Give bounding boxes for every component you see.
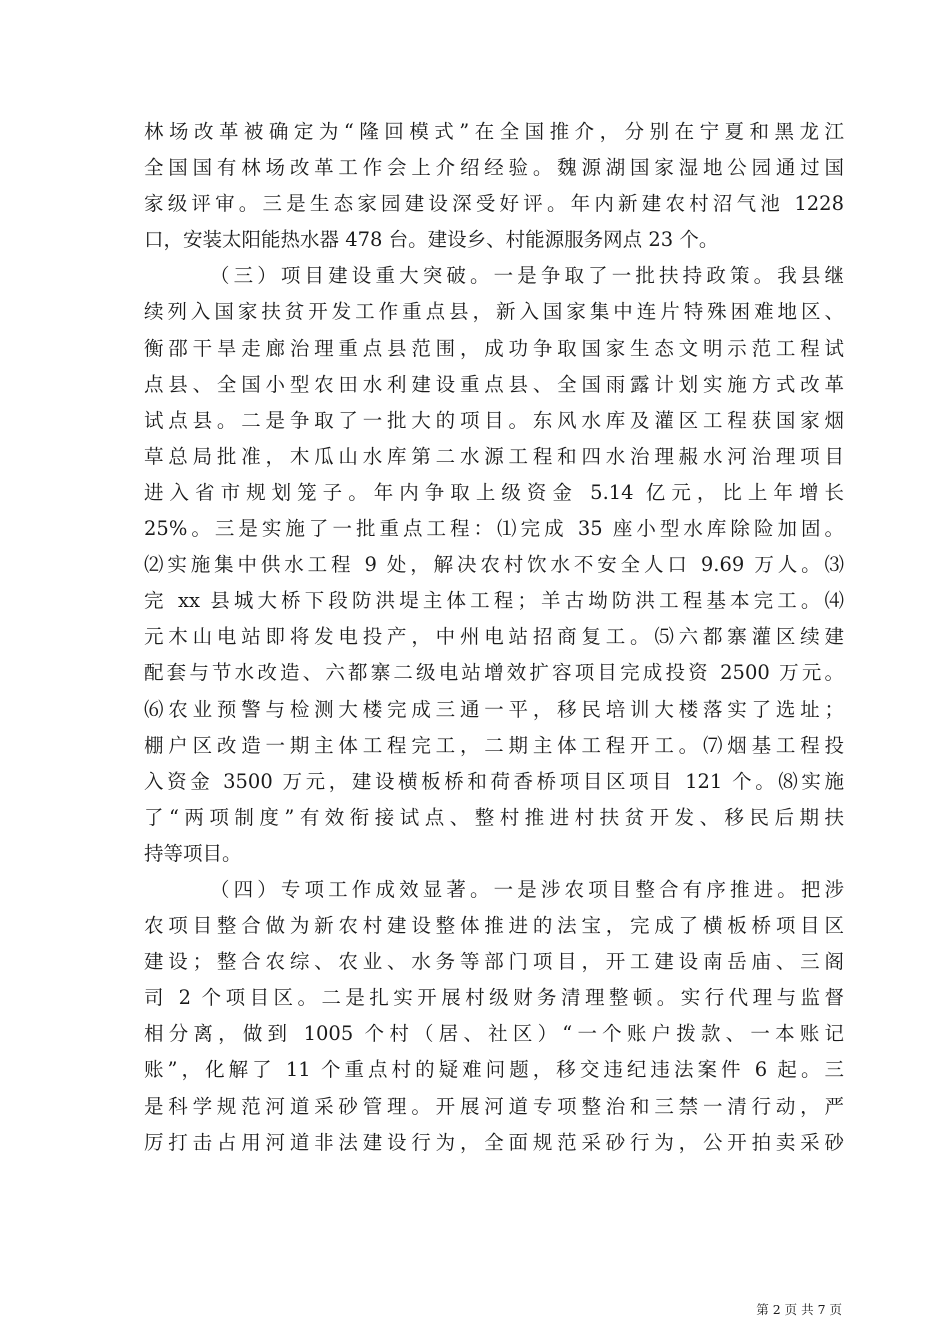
text-line: （三）项目建设重大突破。一是争取了一批扶持政策。我县继: [210, 264, 844, 288]
text-line: 棚户区改造一期主体工程完工，二期主体工程开工。⑺烟基工程投: [144, 733, 844, 757]
text-line: 进入省市规划笼子。年内争取上级资金 5.14 亿元，比上年增长: [144, 480, 844, 504]
page-footer: 第 2 页 共 7 页: [756, 1302, 842, 1317]
text-line: 口，安装太阳能热水器 478 台。建设乡、村能源服务网点 23 个。: [144, 228, 719, 252]
text-line: 入资金 3500 万元，建设横板桥和荷香桥项目区项目 121 个。⑻实施: [144, 769, 844, 793]
text-line: （四）专项工作成效显著。一是涉农项目整合有序推进。把涉: [210, 877, 844, 901]
text-line: 建设；整合农综、农业、水务等部门项目，开工建设南岳庙、三阁: [144, 950, 844, 974]
text-line: 续列入国家扶贫开发工作重点县，新入国家集中连片特殊困难地区、: [144, 300, 844, 324]
text-line: 账”，化解了 11 个重点村的疑难问题，移交违纪违法案件 6 起。三: [144, 1058, 844, 1082]
text-line: 25%。三是实施了一批重点工程：⑴完成 35 座小型水库除险加固。: [144, 517, 844, 541]
text-line: 衡邵干旱走廊治理重点县范围，成功争取国家生态文明示范工程试: [144, 336, 844, 360]
text-line: ⑵实施集中供水工程 9 处，解决农村饮水不安全人口 9.69 万人。⑶: [144, 553, 844, 577]
text-line: ⑹农业预警与检测大楼完成三通一平，移民培训大楼落实了选址；: [144, 697, 844, 721]
body-text: [144, 114, 844, 1161]
text-line: 配套与节水改造、六都寨二级电站增效扩容项目完成投资 2500 万元。: [144, 661, 844, 685]
text-line: 家级评审。三是生态家园建设深受好评。年内新建农村沼气池 1228: [144, 192, 844, 216]
text-line: 是科学规范河道采砂管理。开展河道专项整治和三禁一清行动，严: [144, 1094, 844, 1118]
text-line: 林场改革被确定为“隆回模式”在全国推介，分别在宁夏和黑龙江: [144, 120, 844, 143]
text-line: 持等项目。: [144, 841, 242, 865]
text-line: 司 2 个项目区。二是扎实开展村级财务清理整顿。实行代理与监督: [144, 986, 844, 1010]
text-line: 点县、全国小型农田水利建设重点县、全国雨露计划实施方式改革: [144, 372, 844, 396]
text-line: 完 xx 县城大桥下段防洪堤主体工程；羊古坳防洪工程基本完工。⑷: [144, 589, 844, 613]
text-line: 全国国有林场改革工作会上介绍经验。魏源湖国家湿地公园通过国: [144, 156, 844, 180]
text-line: 农项目整合做为新农村建设整体推进的法宝，完成了横板桥项目区: [144, 914, 844, 938]
text-line: 元木山电站即将发电投产，中州电站招商复工。⑸六都寨灌区续建: [144, 625, 844, 649]
text-line: 厉打击占用河道非法建设行为，全面规范采砂行为，公开拍卖采砂: [144, 1130, 844, 1154]
text-line: 草总局批准，木瓜山水库第二水源工程和四水治理赧水河治理项目: [144, 444, 844, 468]
text-line: 相分离，做到 1005 个村（居、社区）“一个账户拨款、一本账记: [144, 1022, 844, 1046]
text-line: 了“两项制度”有效衔接试点、整村推进村扶贫开发、移民后期扶: [144, 805, 844, 829]
text-line: 试点县。二是争取了一批大的项目。东风水库及灌区工程获国家烟: [144, 408, 844, 432]
